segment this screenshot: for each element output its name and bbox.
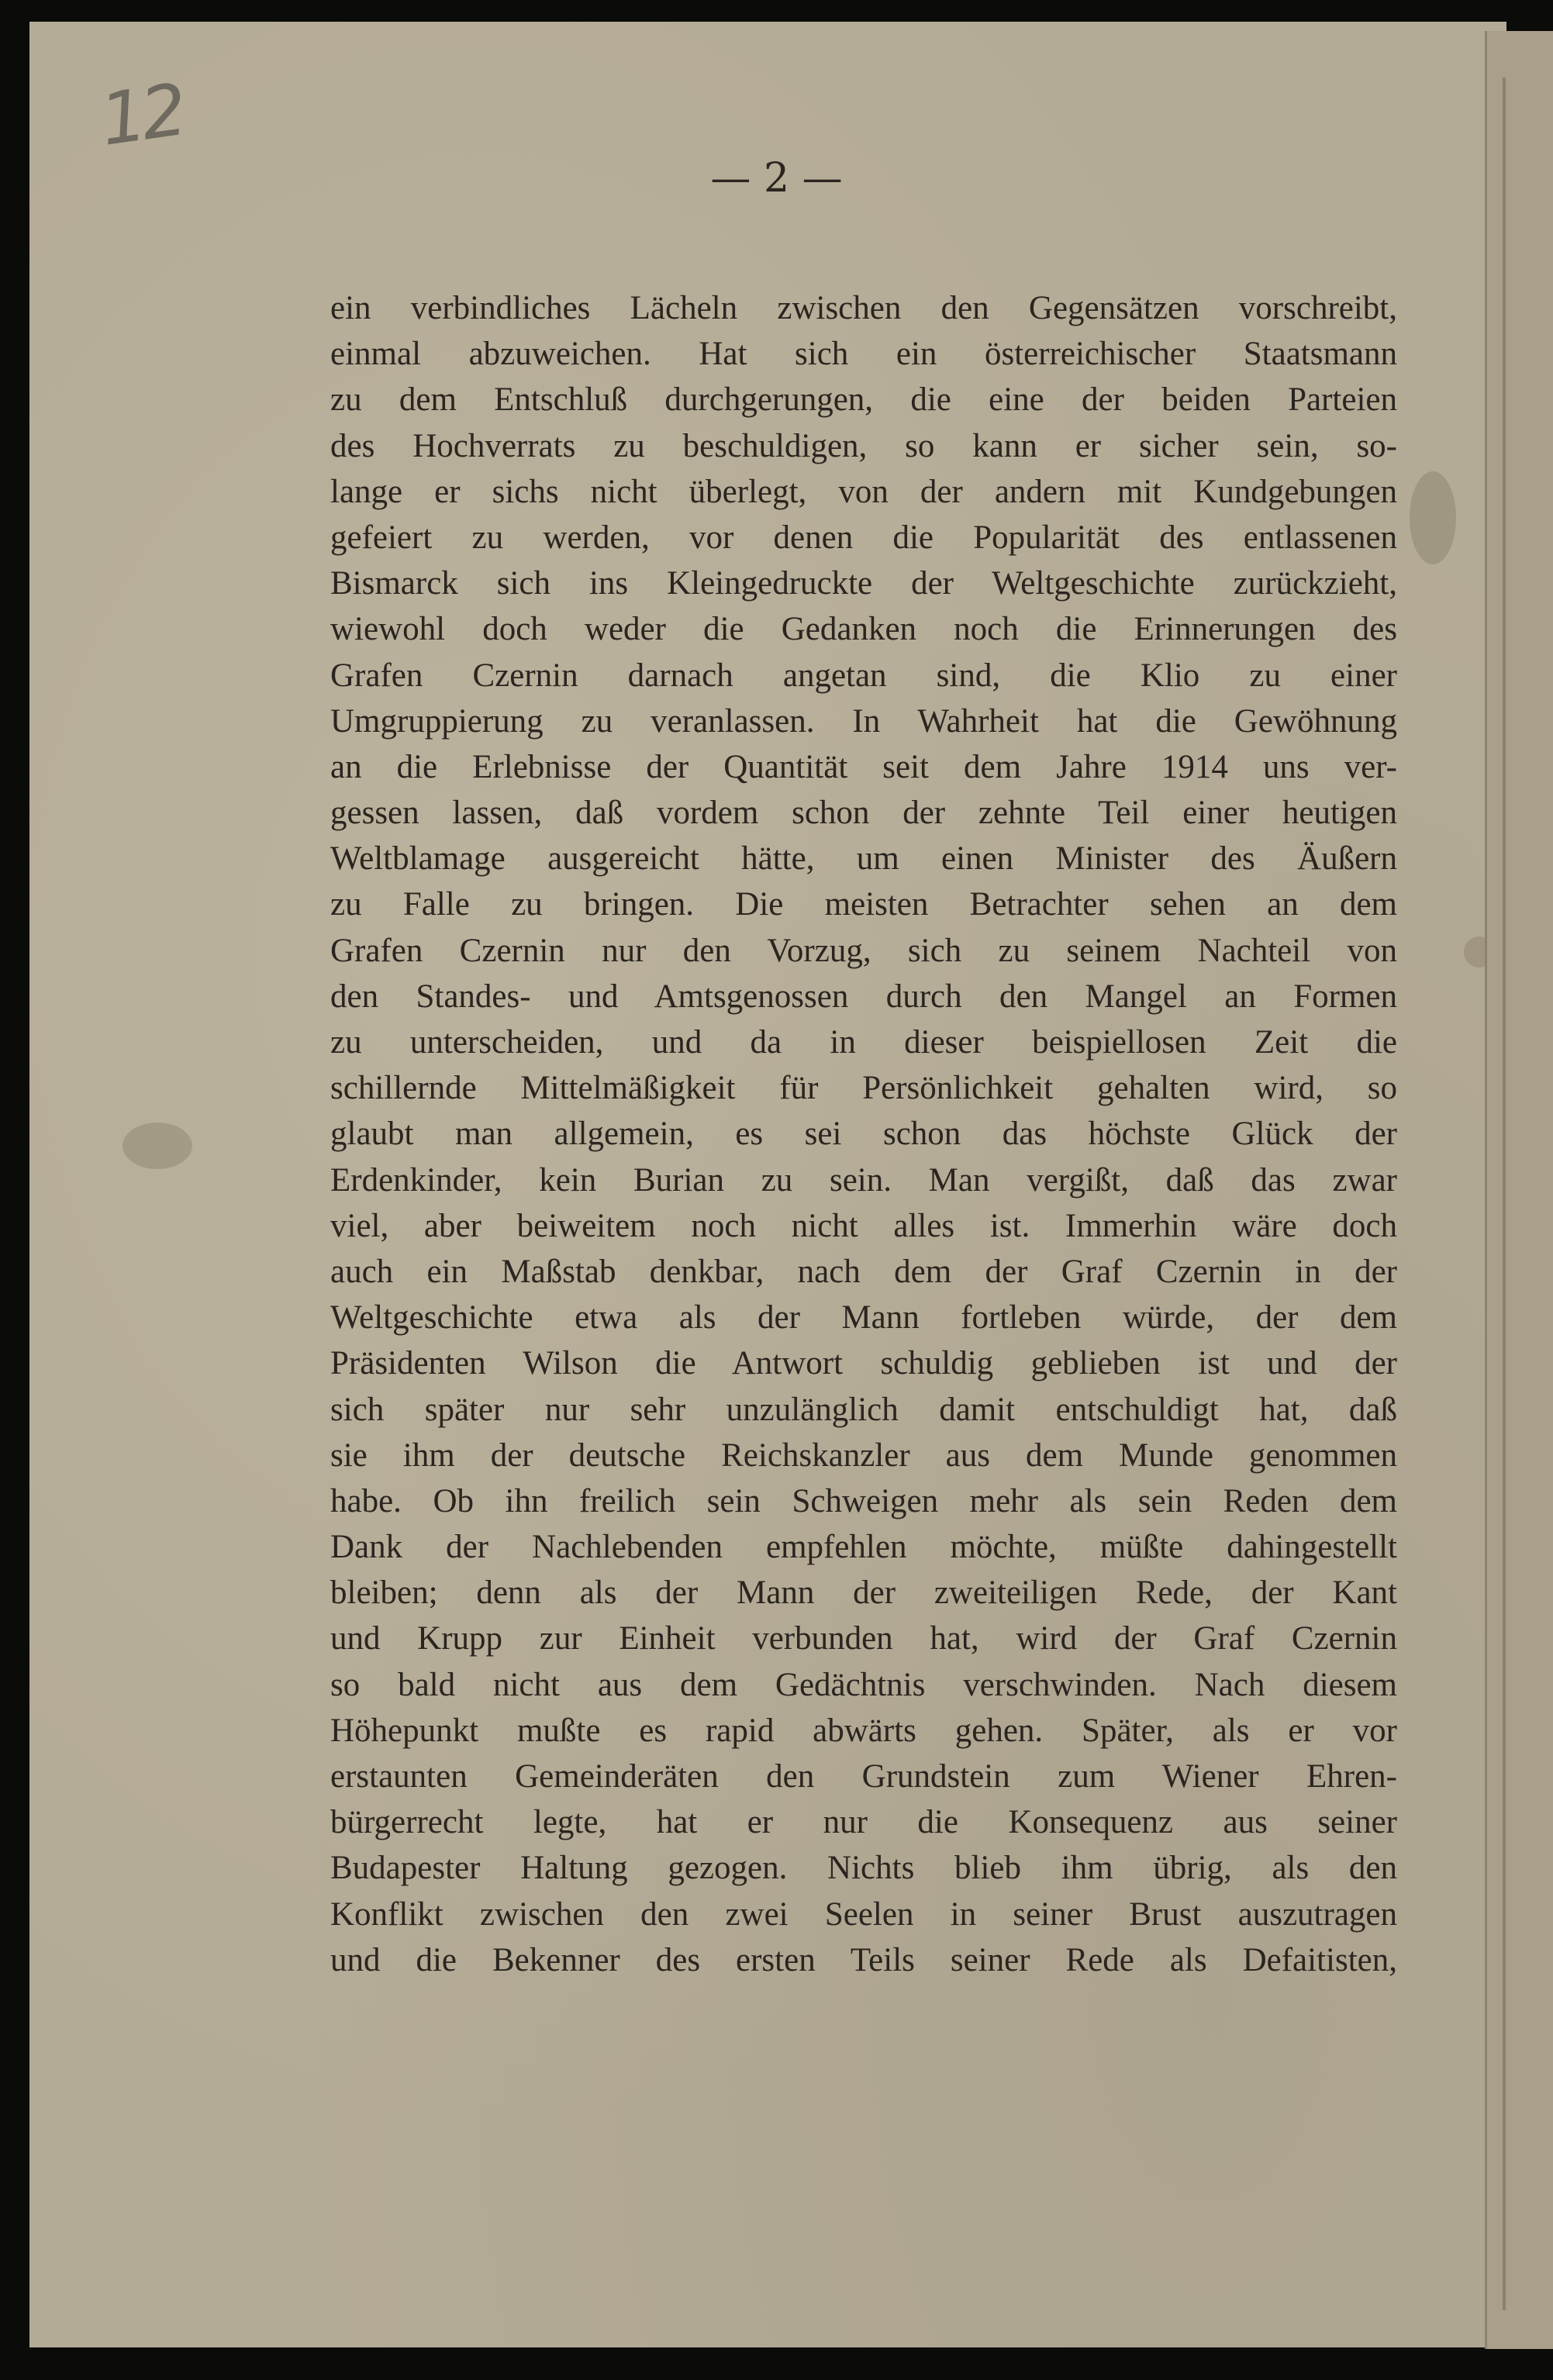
text-line: Umgruppierung zu veranlassen. In Wahrheit hat die Gewöhnung xyxy=(330,702,1397,740)
stain xyxy=(123,1123,192,1169)
next-page-edge xyxy=(1485,31,1553,2349)
text-line: ein verbindliches Lächeln zwischen den Gegensätzen vorschreibt, xyxy=(330,290,1397,326)
text-line: Grafen Czernin darnach angetan sind, die Klio zu einer xyxy=(330,657,1397,694)
text-line: bürgerrecht legte, hat er nur die Konsequenz aus seiner xyxy=(330,1804,1397,1841)
stain xyxy=(1410,471,1456,564)
text-line: so bald nicht aus dem Gedächtnis verschwinden. Nach diesem xyxy=(330,1666,1397,1703)
text-line: Bismarck sich ins Kleingedruckte der Weltgeschichte zurückzieht, xyxy=(330,565,1397,602)
text-line: zu Falle zu bringen. Die meisten Betrachter sehen an dem xyxy=(330,886,1397,923)
text-line: bleiben; denn als der Mann der zweiteiligen Rede, der Kant xyxy=(330,1575,1397,1612)
text-line: wiewohl doch weder die Gedanken noch die Erinnerungen des xyxy=(330,611,1397,648)
text-line: schillernde Mittelmäßigkeit für Persönlichkeit gehalten wird, so xyxy=(330,1070,1397,1107)
text-line: Höhepunkt mußte es rapid abwärts gehen. Später, als er vor xyxy=(330,1712,1397,1749)
text-line: Präsidenten Wilson die Antwort schuldig geblieben ist und der xyxy=(330,1345,1397,1382)
text-line: gessen lassen, daß vordem schon der zehnte Teil einer heutigen xyxy=(330,795,1397,832)
text-line: lange er sichs nicht überlegt, von der andern mit Kundgebungen xyxy=(330,473,1397,510)
text-line: und Krupp zur Einheit verbunden hat, wird der Graf Czernin xyxy=(330,1620,1397,1657)
pencil-annotation: 12 xyxy=(95,68,188,162)
text-line: auch ein Maßstab denkbar, nach dem der Graf Czernin in der xyxy=(330,1253,1397,1290)
text-line: habe. Ob ihn freilich sein Schweigen mehr als sein Reden dem xyxy=(330,1482,1397,1519)
text-line: Budapester Haltung gezogen. Nichts blieb ihm übrig, als den xyxy=(330,1850,1397,1887)
text-line: viel, aber beiweitem noch nicht alles ist. Immerhin wäre doch xyxy=(330,1207,1397,1244)
text-line: Konflikt zwischen den zwei Seelen in seiner Brust auszutragen xyxy=(330,1895,1397,1933)
page-number: — 2 — xyxy=(710,155,843,202)
text-line: gefeiert zu werden, vor denen die Popularität des entlassenen xyxy=(330,519,1397,556)
text-line: sich später nur sehr unzulänglich damit entschuldigt hat, daß xyxy=(330,1391,1397,1428)
text-line: und die Bekenner des ersten Teils seiner Rede als Defaitisten, xyxy=(330,1941,1397,1978)
text-line: Grafen Czernin nur den Vorzug, sich zu seinem Nachteil von xyxy=(330,932,1397,969)
text-line: an die Erlebnisse der Quantität seit dem Jahre 1914 uns ver- xyxy=(330,748,1397,785)
text-line: den Standes- und Amtsgenossen durch den Mangel an Formen xyxy=(330,978,1397,1015)
text-line: Weltgeschichte etwa als der Mann fortleben würde, der dem xyxy=(330,1299,1397,1337)
text-line: Erdenkinder, kein Burian zu sein. Man vergißt, daß das zwar xyxy=(330,1161,1397,1199)
page-fold xyxy=(1503,78,1506,2310)
text-line: zu dem Entschluß durchgerungen, die eine der beiden Parteien xyxy=(330,381,1397,419)
text-line: Dank der Nachlebenden empfehlen möchte, müßte dahingestellt xyxy=(330,1529,1397,1566)
text-line: sie ihm der deutsche Reichskanzler aus dem Munde genommen xyxy=(330,1437,1397,1474)
body-text xyxy=(330,285,1397,1983)
text-line: zu unterscheiden, und da in dieser beispiellosen Zeit die xyxy=(330,1024,1397,1061)
text-line: des Hochverrats zu beschuldigen, so kann er sicher sein, so- xyxy=(330,427,1397,464)
text-line: erstaunten Gemeinderäten den Grundstein zum Wiener Ehren- xyxy=(330,1758,1397,1795)
text-line: glaubt man allgemein, es sei schon das höchste Glück der xyxy=(330,1116,1397,1153)
text-line: einmal abzuweichen. Hat sich ein österreichischer Staatsmann xyxy=(330,336,1397,373)
text-line: Weltblamage ausgereicht hätte, um einen Minister des Äußern xyxy=(330,840,1397,878)
